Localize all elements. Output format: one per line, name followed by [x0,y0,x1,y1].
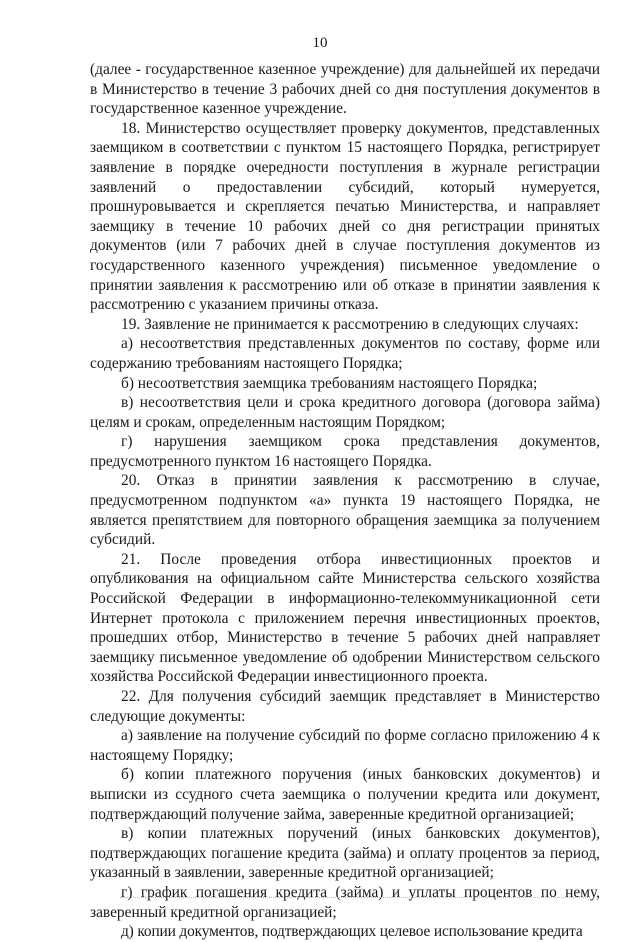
paragraph-20: 20. Отказ в принятии заявления к рассмотрению в случае, предусмотренном подпунктом «а» пункта 19 настоящего Порядка, не является препятствием для повторного обращения заемщика за получением субсидий. [90,472,600,549]
scan-edge-rule [120,897,590,898]
paragraph-19-v: в) несоответствия цели и срока кредитного договора (договора займа) целям и срокам, определенным настоящим Порядком; [90,394,600,431]
paragraph-19-g: г) нарушения заемщиком срока представления документов, предусмотренного пунктом 16 настоящего Порядка. [90,433,600,470]
paragraph-22-a: а) заявление на получение субсидий по форме согласно приложению 4 к настоящему Порядку; [90,727,600,764]
paragraph-19-a: а) несоответствия представленных документов по составу, форме или содержанию требованиям настоящего Порядка; [90,335,600,372]
paragraph-22-d: д) копии документов, подтверждающих целевое использование кредита [121,923,583,941]
paragraph-22-b: б) копии платежного поручения (иных банковских документов) и выписки из ссудного счета заемщика о получении кредита или документ, подтверждающий получение займа, заверенные кредитной организацией; [90,766,600,823]
paragraph-22-v: в) копии платежных поручений (иных банковских документов), подтверждающих погашение кредита (займа) и оплату процентов за период, указанный в заявлении, заверенные кредитной организацией; [90,825,600,882]
page-number: 10 [312,35,328,51]
paragraph-22: 22. Для получения субсидий заемщик представляет в Министерство следующие документы: [90,688,600,725]
paragraph-22-g: г) график погашения кредита (займа) и уплаты процентов по нему, заверенный кредитной организацией; [90,883,600,921]
paragraph-continuation: (далее - государственное казенное учреждение) для дальнейшей их передачи в Министерство в течение 3 рабочих дней со дня поступления документов в государственное казенное учреждение. [90,61,600,118]
paragraph-19-b: б) несоответствия заемщика требованиям настоящего Порядка; [121,374,538,392]
paragraph-19: 19. Заявление не принимается к рассмотрению в следующих случаях: [121,315,579,333]
paragraph-18: 18. Министерство осуществляет проверку документов, представленных заемщиком в соответствии с пунктом 15 настоящего Порядка, регистрирует заявление в порядке очередности поступления в журнале регистрации заявлений о предоставлении субсидий, который нумеруется, прошнуровывается и скрепляется печатью Министерства, и направляет заемщику в течение 10 рабочих дней со дня регистрации принятых документов (или 7 рабочих дней в случае поступления документов из государственного казенного учреждения) письменное уведомление о принятии заявления к рассмотрению или об отказе в принятии заявления к рассмотрению с указанием причины отказа. [90,119,600,314]
document-body [90,60,600,942]
paragraph-21: 21. После проведения отбора инвестиционных проектов и опубликования на официальном сайте Министерства сельского хозяйства Российской Федерации в информационно-телекоммуникационной сети Интернет протокола с приложением перечня инвестиционных проектов, прошедших отбор, Министерство в течение 5 рабочих дней направляет заемщику письменное уведомление об одобрении Министерством сельского хозяйства Российской Федерации инвестиционного проекта. [90,550,600,686]
